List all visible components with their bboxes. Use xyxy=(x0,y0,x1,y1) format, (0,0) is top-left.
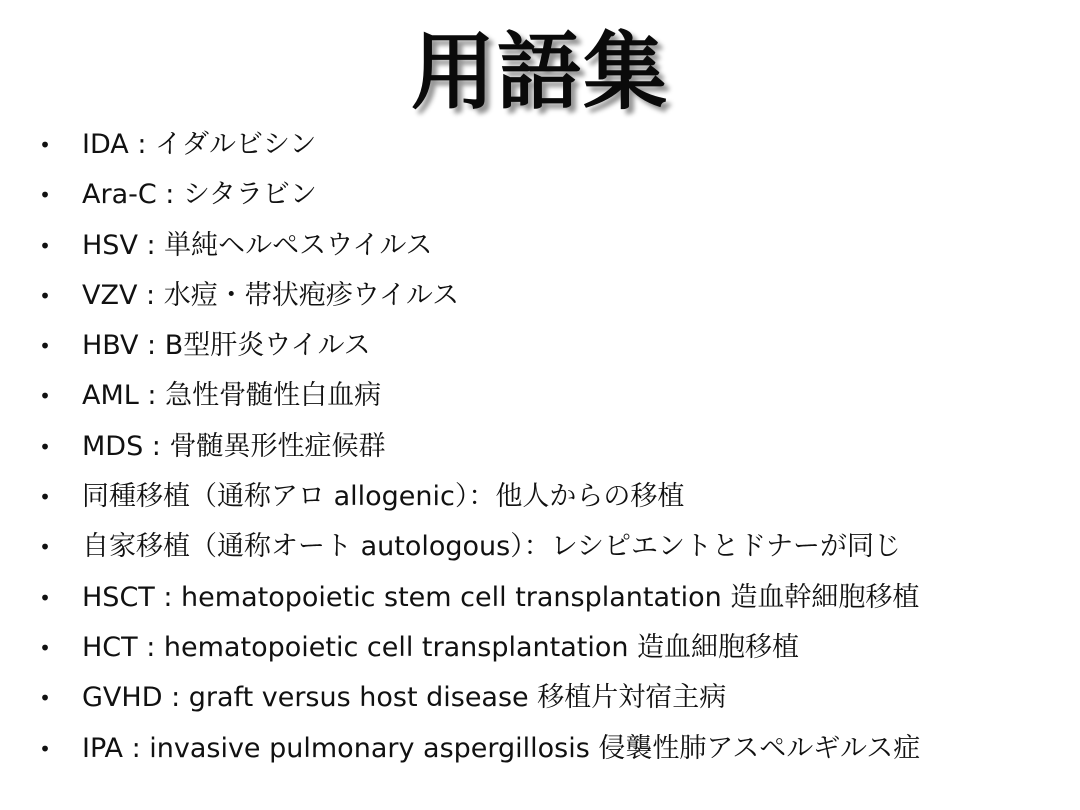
bullet-icon: • xyxy=(39,384,51,409)
glossary-entry: Ara-C : シタラビン xyxy=(82,179,317,211)
list-item xyxy=(36,271,1066,321)
list-item xyxy=(36,321,1066,371)
bullet-icon: • xyxy=(39,686,51,711)
page-title: 用語集 xyxy=(410,23,669,121)
list-item xyxy=(36,170,1066,220)
glossary-entry: VZV : 水痘・帯状疱疹ウイルス xyxy=(82,279,460,311)
glossary-entry: IDA : イダルビシン xyxy=(82,129,317,160)
glossary-entry: AML : 急性骨髄性白血病 xyxy=(82,380,382,412)
list-item xyxy=(36,371,1066,421)
glossary-entry: HSV : 単純ヘルペスウイルス xyxy=(82,229,433,261)
list-item xyxy=(36,120,1066,170)
list-item xyxy=(36,573,1066,623)
list-item xyxy=(36,221,1066,271)
bullet-icon: • xyxy=(39,535,51,560)
bullet-icon: • xyxy=(39,585,51,610)
bullet-icon: • xyxy=(39,183,51,208)
bullet-icon: • xyxy=(39,485,51,510)
list-item xyxy=(36,623,1066,673)
list-item xyxy=(36,673,1066,723)
glossary-entry: 自家移植（通称オート autologous）：レシピエントとドナーが同じ xyxy=(82,531,902,563)
bullet-icon: • xyxy=(39,283,51,308)
glossary-entry: IPA : invasive pulmonary aspergillosis 侵襲性肺アスペルギルス症 xyxy=(82,732,921,764)
glossary-entry: MDS : 骨髄異形性症候群 xyxy=(82,430,386,462)
glossary-entry: HSCT : hematopoietic stem cell transplantation 造血幹細胞移植 xyxy=(82,581,920,613)
bullet-icon: • xyxy=(39,133,51,157)
bullet-icon: • xyxy=(39,334,51,359)
bullet-icon: • xyxy=(39,635,51,660)
bullet-icon: • xyxy=(39,736,51,761)
list-item xyxy=(36,422,1066,472)
list-item xyxy=(36,522,1066,572)
glossary-entry: HBV : B型肝炎ウイルス xyxy=(82,330,371,362)
glossary-list xyxy=(36,120,1066,774)
glossary-entry: GVHD : graft versus host disease 移植片対宿主病 xyxy=(82,682,727,714)
bullet-icon: • xyxy=(39,233,51,258)
list-item xyxy=(36,724,1066,774)
bullet-icon: • xyxy=(39,434,51,459)
list-item xyxy=(36,472,1066,522)
glossary-entry: 同種移植（通称アロ allogenic）：他人からの移植 xyxy=(82,481,685,513)
glossary-entry: HCT : hematopoietic cell transplantation 造血細胞移植 xyxy=(82,631,800,663)
